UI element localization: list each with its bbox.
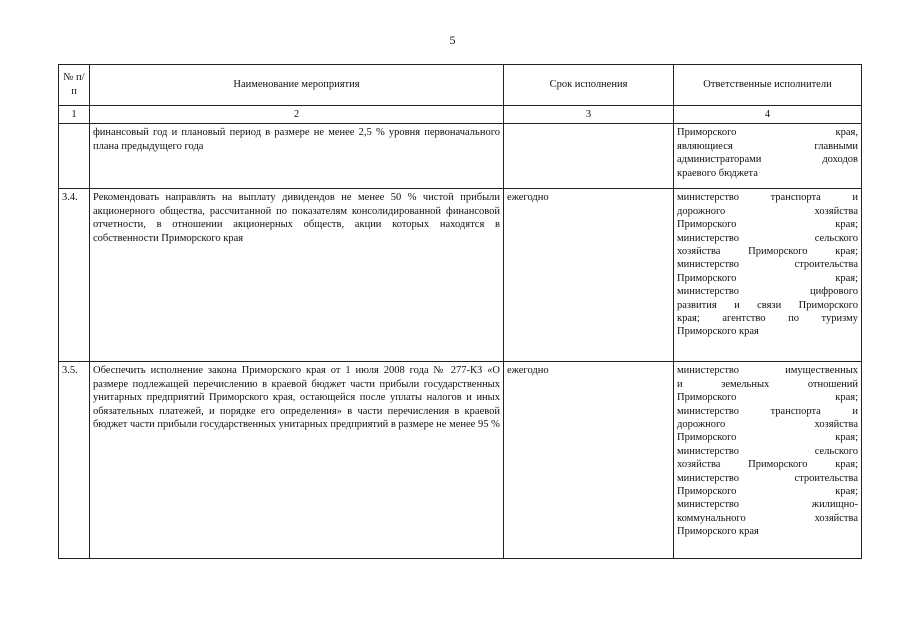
executor-line: дорожного хозяйства xyxy=(677,205,858,217)
row-executors xyxy=(674,362,862,559)
executor-line: министерство сельского xyxy=(677,232,858,244)
executor-line: министерство строительства xyxy=(677,472,858,484)
executor-line: министерство имущественных xyxy=(677,365,858,377)
executor-line: министерство жилищно- xyxy=(677,499,858,511)
column-number: 2 xyxy=(90,106,504,124)
executor-line: Приморского края; xyxy=(677,432,858,444)
executor-line: министерство строительства xyxy=(677,259,858,271)
row-num xyxy=(59,124,90,189)
header-num: № п/п xyxy=(59,65,90,106)
header-name: Наименование мероприятия xyxy=(90,65,504,106)
row-term xyxy=(504,124,674,189)
column-number: 3 xyxy=(504,106,674,124)
table-row xyxy=(59,189,862,362)
column-number-row xyxy=(59,106,862,124)
action-plan-table xyxy=(58,64,862,559)
row-name: Рекомендовать направлять на выплату дивидендов не менее 50 % чистой прибыли акционерного общества, рассчитанной по показателям консолидированной финансовой отчетности, в отношении акционерных обществ, акции которых находятся в собственности Приморского края xyxy=(90,189,504,362)
executor-line: краевого бюджета xyxy=(677,167,758,179)
row-name: финансовый год и плановый период в размере не менее 2,5 % уровня первоначального плана предыдущего года xyxy=(90,124,504,189)
column-number: 4 xyxy=(674,106,862,124)
header-executors: Ответственные исполнители xyxy=(674,65,862,106)
executor-line: Приморского края; xyxy=(677,219,858,231)
executor-line: являющиеся главными xyxy=(677,140,858,152)
executor-line: дорожного хозяйства xyxy=(677,419,858,431)
row-executors xyxy=(674,189,862,362)
executor-line: Приморского края; xyxy=(677,392,858,404)
executor-line: коммунального хозяйства xyxy=(677,512,858,524)
table-row xyxy=(59,362,862,559)
executor-line: министерство сельского xyxy=(677,445,858,457)
executor-line: Приморского края, xyxy=(677,127,858,139)
executor-line: Приморского края; xyxy=(677,486,858,498)
row-term: ежегодно xyxy=(504,362,674,559)
row-num: 3.5. xyxy=(59,362,90,559)
column-number: 1 xyxy=(59,106,90,124)
executor-line: развития и связи Приморского xyxy=(677,299,858,311)
executor-line: министерство транспорта и xyxy=(677,192,858,204)
header-term: Срок исполнения xyxy=(504,65,674,106)
executor-line: Приморского края xyxy=(677,326,759,338)
row-executors xyxy=(674,124,862,189)
executor-line: и земельных отношений xyxy=(677,378,858,390)
table-row xyxy=(59,124,862,189)
page-number: 5 xyxy=(449,33,456,47)
table-header-row xyxy=(59,65,862,106)
executor-line: Приморского края; xyxy=(677,272,858,284)
executor-line: Приморского края xyxy=(677,526,759,538)
row-term: ежегодно xyxy=(504,189,674,362)
executor-line: министерство цифрового xyxy=(677,286,858,298)
executor-line: края; агентство по туризму xyxy=(677,313,858,325)
executor-line: министерство транспорта и xyxy=(677,405,858,417)
executor-line: хозяйства Приморского края; xyxy=(677,459,858,471)
executor-line: администраторами доходов xyxy=(677,154,858,166)
row-num: 3.4. xyxy=(59,189,90,362)
row-name: Обеспечить исполнение закона Приморского края от 1 июля 2008 года № 277-КЗ «О размере подлежащей перечислению в краевой бюджет части прибыли государственных унитарных предприятий Приморского края, остающейся после уплаты налогов и иных обязательных платежей, и порядке его определения» в части перечисления в краевой бюджет части прибыли государственных унитарных предприятий в размере не менее 95 % xyxy=(90,362,504,559)
executor-line: хозяйства Приморского края; xyxy=(677,246,858,258)
